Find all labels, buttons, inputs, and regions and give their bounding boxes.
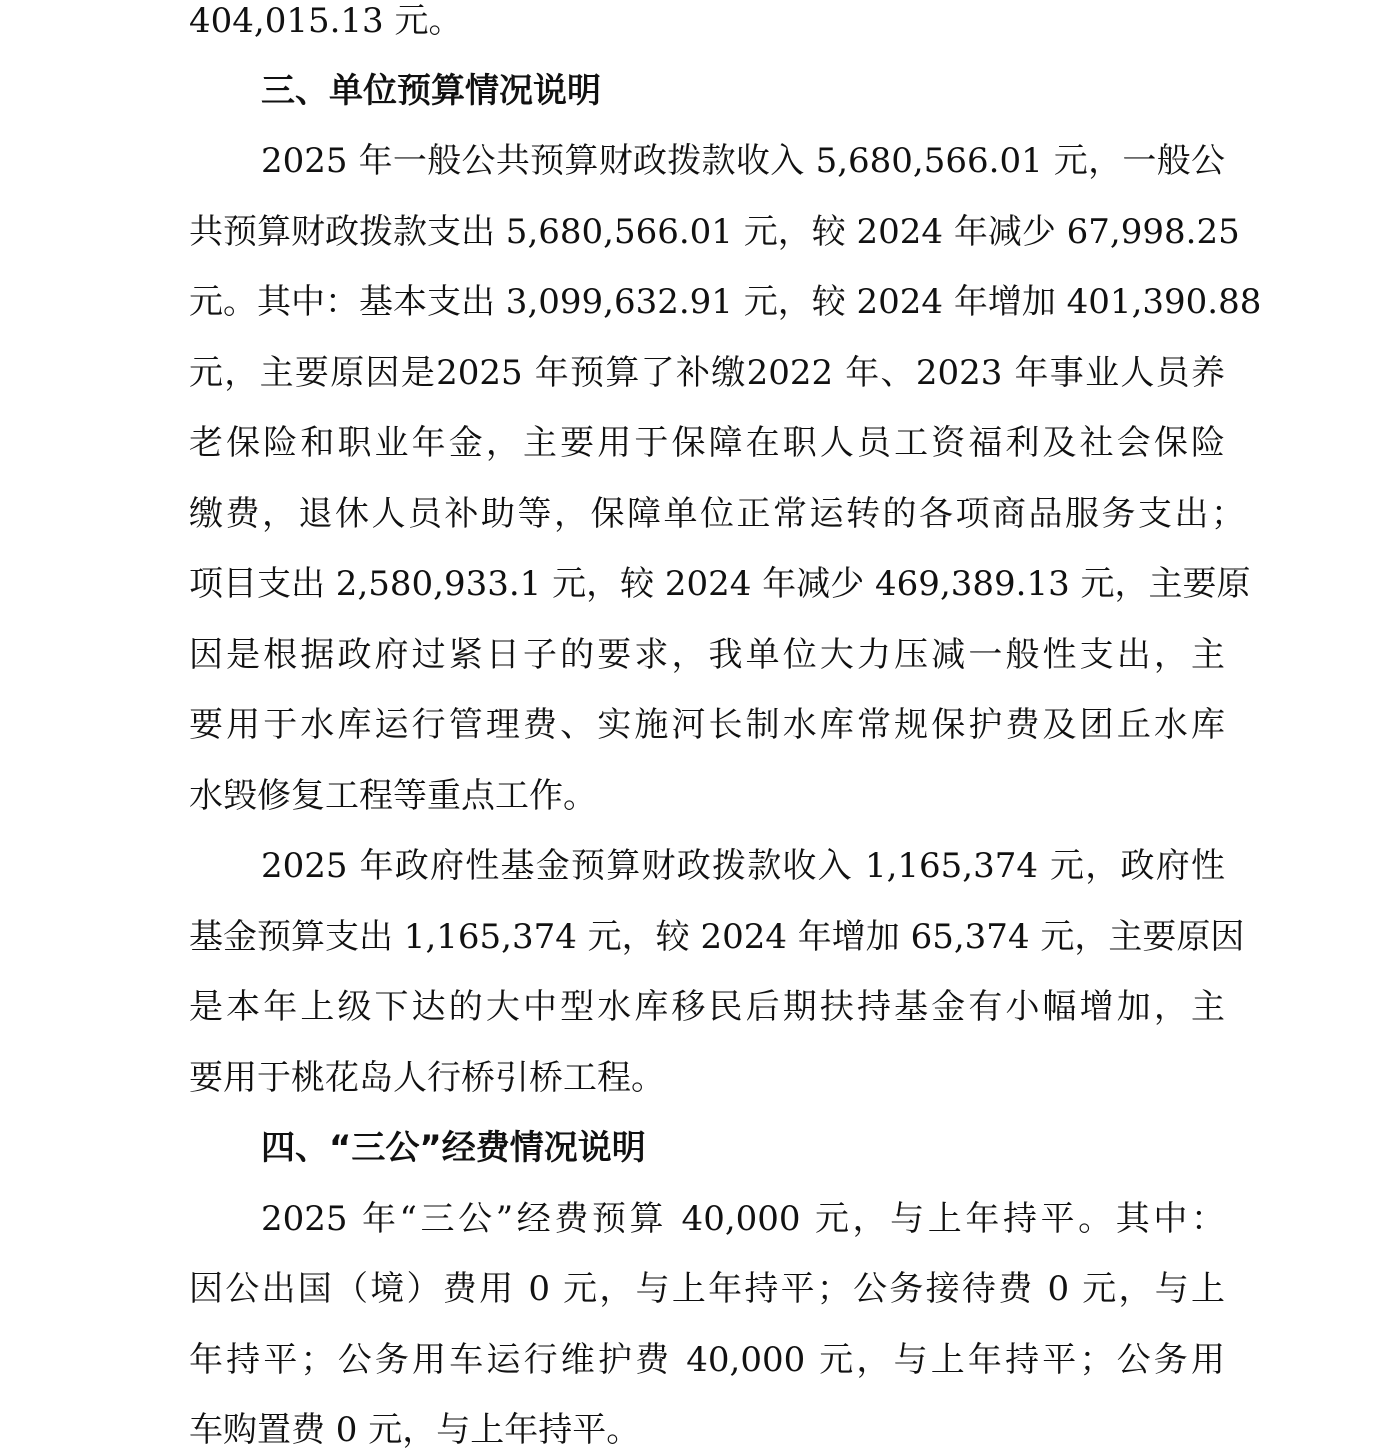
paragraph-line: 因是根据政府过紧日子的要求，我单位大力压减一般性支出，主 xyxy=(189,635,1225,675)
paragraph-line: 老保险和职业年金，主要用于保障在职人员工资福利及社会保险 xyxy=(189,423,1225,463)
paragraph-line: 2025 年“三公”经费预算 40,000 元，与上年持平。其中： xyxy=(261,1199,1225,1239)
paragraph-line: 是本年上级下达的大中型水库移民后期扶持基金有小幅增加，主 xyxy=(189,987,1225,1027)
paragraph-line: 要用于水库运行管理费、实施河长制水库常规保护费及团丘水库 xyxy=(189,705,1225,745)
section-heading-three-public-expenses: 四、“三公”经费情况说明 xyxy=(261,1128,646,1168)
paragraph-line: 项目支出 2,580,933.1 元，较 2024 年减少 469,389.13 元，主要原 xyxy=(189,564,1251,604)
paragraph-line: 元。其中：基本支出 3,099,632.91 元，较 2024 年增加 401,390.88 xyxy=(189,282,1262,322)
paragraph-line: 404,015.13 元。 xyxy=(189,1,463,41)
paragraph-line: 水毁修复工程等重点工作。 xyxy=(189,776,597,816)
paragraph-line: 因公出国（境）费用 0 元，与上年持平；公务接待费 0 元，与上 xyxy=(189,1269,1225,1309)
section-heading-unit-budget: 三、单位预算情况说明 xyxy=(261,71,601,111)
paragraph-line: 共预算财政拨款支出 5,680,566.01 元，较 2024 年减少 67,998.25 xyxy=(189,212,1240,252)
paragraph-line: 缴费，退休人员补助等，保障单位正常运转的各项商品服务支出； xyxy=(189,494,1245,534)
paragraph-line: 元，主要原因是2025 年预算了补缴2022 年、2023 年事业人员养 xyxy=(189,353,1225,393)
paragraph-line: 2025 年一般公共预算财政拨款收入 5,680,566.01 元，一般公 xyxy=(261,141,1225,181)
paragraph-line: 基金预算支出 1,165,374 元，较 2024 年增加 65,374 元，主要原因 xyxy=(189,917,1245,957)
paragraph-line: 2025 年政府性基金预算财政拨款收入 1,165,374 元，政府性 xyxy=(261,846,1225,886)
paragraph-line: 车购置费 0 元，与上年持平。 xyxy=(189,1410,641,1450)
paragraph-line: 年持平；公务用车运行维护费 40,000 元，与上年持平；公务用 xyxy=(189,1340,1225,1380)
paragraph-line: 要用于桃花岛人行桥引桥工程。 xyxy=(189,1058,665,1098)
